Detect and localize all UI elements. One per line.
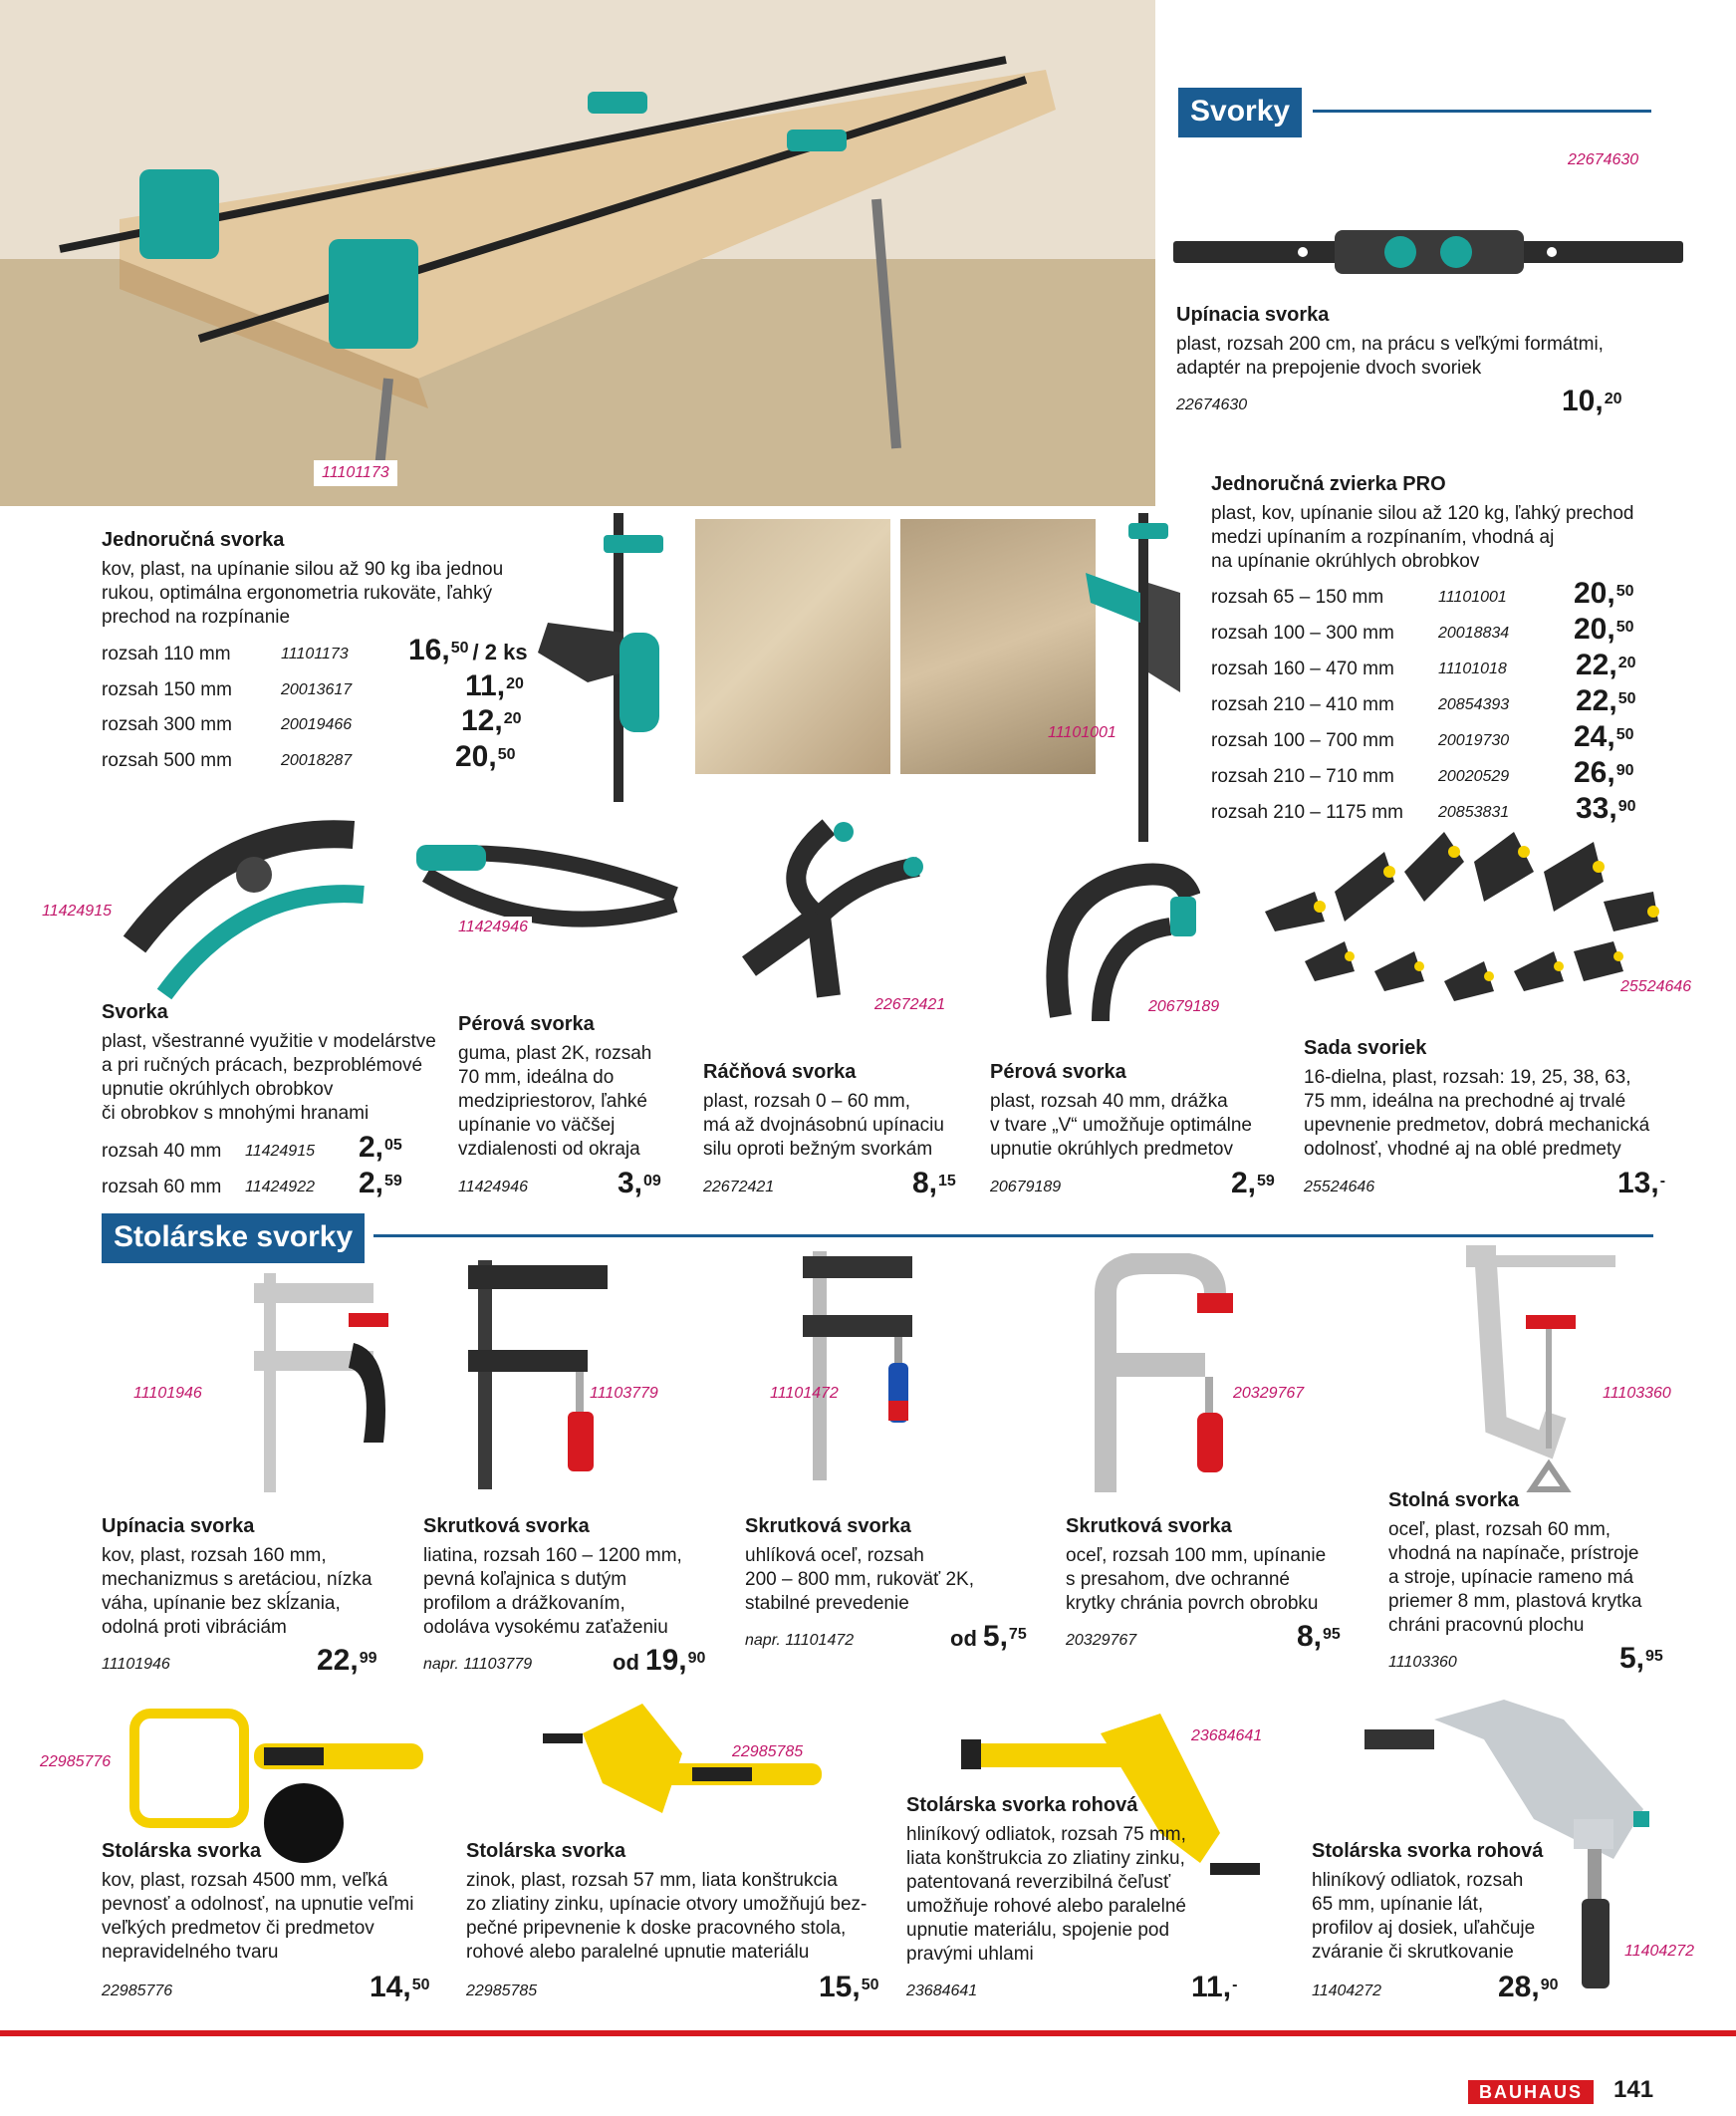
sku-pink: 22672421 <box>874 996 946 1013</box>
range-price: 11,20 <box>465 669 524 702</box>
product-sku: 23684641 <box>906 1983 978 1999</box>
product-title: Svorka <box>102 1001 168 1023</box>
product-desc-line: vhodná na napínače, prístroje <box>1388 1543 1639 1564</box>
range-label: rozsah 65 – 150 mm <box>1211 587 1384 608</box>
sku-pink: 11424915 <box>42 903 112 920</box>
sku-pink: 11424946 <box>454 917 532 938</box>
product-price: 15,50 <box>819 1971 879 2003</box>
range-label: rozsah 210 – 1175 mm <box>1211 802 1403 823</box>
product-sku: 11404272 <box>1312 1983 1381 1999</box>
product-desc-line: zinok, plast, rozsah 57 mm, liata konštrukcia <box>466 1870 838 1891</box>
product-desc-line: prechod na rozpínanie <box>102 607 291 628</box>
product-desc-line: upnutie okrúhlych predmetov <box>990 1139 1233 1160</box>
product-desc-line: v tvare „V“ umožňuje optimálne <box>990 1115 1252 1136</box>
range-price: 33,90 <box>1576 792 1636 825</box>
product-desc-line: upnutie okrúhlych obrobkov <box>102 1079 334 1100</box>
product-desc-line: a pri ručných prácach, bezproblémové <box>102 1055 423 1076</box>
product-title: Jednoručná zvierka PRO <box>1211 473 1446 495</box>
product-desc-line: silu oproti bežným svorkám <box>703 1139 933 1160</box>
product-desc-line: odoláva vysokému zaťaženiu <box>423 1617 668 1638</box>
range-sku: 11424922 <box>245 1179 315 1195</box>
product-desc-line: priemer 8 mm, plastová krytka <box>1388 1591 1642 1612</box>
product-desc-line: plast, všestranné využitie v modelárstve <box>102 1031 436 1052</box>
product-desc-line: upínanie vo väčšej <box>458 1115 616 1136</box>
product-price: od 19,90 <box>613 1644 706 1677</box>
product-desc-line: plast, kov, upínanie silou až 120 kg, ľahký prechod <box>1211 503 1634 524</box>
product-image-table-clamp <box>1466 1245 1615 1506</box>
range-sku: 20018287 <box>281 752 353 769</box>
product-sku: napr. 11101472 <box>745 1632 855 1649</box>
product-title: Upínacia svorka <box>102 1515 255 1537</box>
range-price: 12,20 <box>461 704 522 737</box>
product-desc-line: medzipriestorov, ľahké <box>458 1091 647 1112</box>
range-price: 26,90 <box>1574 756 1634 789</box>
range-sku: 20020529 <box>1438 768 1510 785</box>
product-title: Stolárska svorka rohová <box>906 1794 1138 1816</box>
product-desc-line: zváranie či skrutkovanie <box>1312 1942 1514 1963</box>
product-desc-line: liata konštrukcia zo zliatiny zinku, <box>906 1848 1185 1869</box>
product-title: Stolná svorka <box>1388 1489 1520 1511</box>
product-image-screw-clamp-steel <box>1086 1253 1235 1492</box>
range-price: 2,59 <box>359 1167 402 1199</box>
product-title: Stolárska svorka <box>102 1840 262 1862</box>
hero-photo <box>0 0 1155 506</box>
product-desc-line: upevnenie predmetov, dobrá mechanická <box>1304 1115 1650 1136</box>
range-label: rozsah 500 mm <box>102 750 232 771</box>
sku-pink: 11103779 <box>590 1385 658 1402</box>
product-price: 11,- <box>1191 1971 1238 2003</box>
sku-pink: 11101001 <box>1048 724 1116 741</box>
sku-pink: 11404272 <box>1624 1943 1694 1960</box>
product-price: 14,50 <box>370 1971 430 2003</box>
product-image-clamp-set <box>1245 832 1673 1031</box>
product-image-long-clamp <box>1173 227 1683 277</box>
product-price: 13,- <box>1617 1167 1666 1199</box>
product-sku: 22985785 <box>466 1983 538 1999</box>
product-desc-line: či obrobkov s mnohými hranami <box>102 1103 370 1124</box>
product-desc-line: 200 – 800 mm, rukoväť 2K, <box>745 1569 974 1590</box>
sku-pink: 20329767 <box>1233 1385 1305 1402</box>
range-sku: 20013617 <box>281 681 353 698</box>
product-image-corner-clamp-zinc <box>543 1694 832 1843</box>
product-sku: 20679189 <box>990 1179 1062 1195</box>
range-sku: 11101018 <box>1438 661 1507 677</box>
range-sku: 20018834 <box>1438 625 1510 642</box>
product-desc-line: plast, rozsah 200 cm, na prácu s veľkými formátmi, <box>1176 334 1604 355</box>
product-sku: 11103360 <box>1388 1654 1457 1671</box>
range-price: 2,05 <box>359 1131 402 1164</box>
product-image-ratchet-clamp <box>709 817 928 1006</box>
product-price: od 5,75 <box>950 1620 1027 1653</box>
range-sku: 11424915 <box>245 1143 315 1160</box>
range-sku: 20019730 <box>1438 732 1510 749</box>
product-desc-line: zo zliatiny zinku, upínacie otvory umožňujú bez- <box>466 1894 868 1915</box>
product-desc-line: oceľ, plast, rozsah 60 mm, <box>1388 1519 1612 1540</box>
product-title: Pérová svorka <box>990 1061 1126 1083</box>
product-image-spring-clamp <box>105 805 383 1004</box>
range-price: 22,20 <box>1576 649 1636 681</box>
product-desc-line: plast, rozsah 40 mm, drážka <box>990 1091 1228 1112</box>
section-stolarske-title: Stolárske svorky <box>102 1213 365 1263</box>
bauhaus-logo: BAUHAUS <box>1468 2080 1594 2104</box>
product-desc-line: mechanizmus s aretáciou, nízka <box>102 1569 372 1590</box>
product-sku: 20329767 <box>1066 1632 1137 1649</box>
range-price: 20,50 <box>1574 577 1634 610</box>
product-desc-line: veľkých predmetov či predmetov <box>102 1918 374 1939</box>
product-desc-line: hliníkový odliatok, rozsah 75 mm, <box>906 1824 1186 1845</box>
product-desc-line: plast, rozsah 0 – 60 mm, <box>703 1091 911 1112</box>
product-desc-line: odolnosť, vhodné aj na oblé predmety <box>1304 1139 1621 1160</box>
product-desc-line: váha, upínanie bez skĺzania, <box>102 1593 341 1614</box>
range-label: rozsah 210 – 410 mm <box>1211 694 1394 715</box>
product-title: Upínacia svorka <box>1176 304 1330 326</box>
product-price: 22,99 <box>317 1644 377 1677</box>
product-title: Pérová svorka <box>458 1013 595 1035</box>
product-desc-line: 75 mm, ideálna na prechodné aj trvalé <box>1304 1091 1626 1112</box>
sku-pink: 22674630 <box>1568 151 1639 168</box>
sku-pink: 23684641 <box>1191 1727 1263 1744</box>
product-desc-line: kov, plast, rozsah 4500 mm, veľká <box>102 1870 388 1891</box>
product-image-lever-clamp <box>254 1273 413 1492</box>
sku-pink: 25524646 <box>1620 978 1692 995</box>
product-desc-line: liatina, rozsah 160 – 1200 mm, <box>423 1545 682 1566</box>
product-price: 8,15 <box>912 1167 956 1199</box>
sku-pink: 11101946 <box>133 1385 202 1402</box>
section-svorky-rule <box>1313 110 1651 113</box>
page-number: 141 <box>1613 2076 1654 2103</box>
product-title: Skrutková svorka <box>1066 1515 1232 1537</box>
footer-red-rule <box>0 2030 1736 2036</box>
sku-pink: 22985785 <box>732 1743 804 1760</box>
range-label: rozsah 160 – 470 mm <box>1211 659 1394 679</box>
product-desc-line: adaptér na prepojenie dvoch svoriek <box>1176 358 1482 379</box>
product-title: Skrutková svorka <box>423 1515 590 1537</box>
range-label: rozsah 210 – 710 mm <box>1211 766 1394 787</box>
section-svorky-title: Svorky <box>1178 88 1302 137</box>
range-sku: 11101173 <box>281 646 349 662</box>
product-image-screw-clamp-carbon <box>803 1251 922 1480</box>
product-image-screw-clamp-cast <box>468 1260 608 1489</box>
range-label: rozsah 110 mm <box>102 644 231 664</box>
product-desc-line: nepravidelného tvaru <box>102 1942 279 1963</box>
range-price: 20,50 <box>1574 613 1634 646</box>
range-price: 24,50 <box>1574 720 1634 753</box>
product-desc-line: 70 mm, ideálna do <box>458 1067 615 1088</box>
product-desc-line: pevnosť a odolnosť, na upnutie veľmi <box>102 1894 414 1915</box>
product-desc-line: 16-dielna, plast, rozsah: 19, 25, 38, 63, <box>1304 1067 1631 1088</box>
range-price: 20,50 <box>455 740 516 773</box>
product-sku: napr. 11103779 <box>423 1656 533 1673</box>
product-sku: 11101946 <box>102 1656 170 1673</box>
product-price: 5,95 <box>1619 1642 1663 1675</box>
product-desc-line: profilov aj dosiek, uľahčuje <box>1312 1918 1536 1939</box>
sku-pink: 20679189 <box>1148 998 1220 1015</box>
product-title: Stolárska svorka <box>466 1840 626 1862</box>
product-desc-line: kov, plast, rozsah 160 mm, <box>102 1545 327 1566</box>
product-desc-line: má až dvojnásobnú upínaciu <box>703 1115 944 1136</box>
range-sku: 11101001 <box>1438 589 1507 606</box>
usage-photo-1 <box>695 519 890 774</box>
product-desc-line: a stroje, upínacie rameno má <box>1388 1567 1634 1588</box>
range-sku: 20854393 <box>1438 696 1510 713</box>
product-title: Skrutková svorka <box>745 1515 911 1537</box>
range-label: rozsah 40 mm <box>102 1141 222 1162</box>
product-sku: 22674630 <box>1176 397 1248 413</box>
product-price: 28,90 <box>1498 1971 1559 2003</box>
range-sku: 20019466 <box>281 716 353 733</box>
range-label: rozsah 100 – 700 mm <box>1211 730 1394 751</box>
product-desc-line: stabilné prevedenie <box>745 1593 909 1614</box>
product-sku: 22985776 <box>102 1983 173 1999</box>
product-desc-line: odolná proti vibráciám <box>102 1617 287 1638</box>
range-price: 22,50 <box>1576 684 1636 717</box>
product-price: 8,95 <box>1297 1620 1341 1653</box>
sku-pink: 11103360 <box>1603 1385 1671 1402</box>
product-desc-line: upnutie materiálu, spojenie pod <box>906 1920 1170 1941</box>
product-title: Jednoručná svorka <box>102 529 285 551</box>
product-title: Ráčňová svorka <box>703 1061 857 1083</box>
range-price: 16,50 / 2 ks <box>408 634 528 666</box>
product-desc-line: rukou, optimálna ergonometria rukoväte, ľahký <box>102 583 493 604</box>
product-desc-line: chráni pracovnú plochu <box>1388 1615 1585 1636</box>
product-image-one-hand-clamp <box>528 513 672 802</box>
product-desc-line: pečné pripevnenie k doske pracovného stola, <box>466 1918 847 1939</box>
product-desc-line: na upínanie okrúhlych obrobkov <box>1211 551 1480 572</box>
product-desc-line: guma, plast 2K, rozsah <box>458 1043 652 1064</box>
product-desc-line: oceľ, rozsah 100 mm, upínanie <box>1066 1545 1327 1566</box>
sku-pink: 22985776 <box>40 1753 112 1770</box>
product-price: 2,59 <box>1231 1167 1275 1199</box>
sku-pink: 11101472 <box>770 1385 839 1402</box>
product-desc-line: kov, plast, na upínanie silou až 90 kg iba jednou <box>102 559 504 580</box>
product-sku: 25524646 <box>1304 1179 1375 1195</box>
product-price: 10,20 <box>1562 385 1622 417</box>
product-title: Sada svoriek <box>1304 1037 1427 1059</box>
product-price: 3,09 <box>618 1167 661 1199</box>
product-title: Stolárska svorka rohová <box>1312 1840 1544 1862</box>
range-label: rozsah 60 mm <box>102 1177 222 1197</box>
product-desc-line: 65 mm, upínanie lát, <box>1312 1894 1484 1915</box>
product-desc-line: medzi upínaním a rozpínaním, vhodná aj <box>1211 527 1555 548</box>
product-desc-line: pevná koľajnica s dutým <box>423 1569 627 1590</box>
product-desc-line: profilom a drážkovaním, <box>423 1593 625 1614</box>
range-label: rozsah 300 mm <box>102 714 232 735</box>
section-stolarske-rule <box>373 1234 1653 1237</box>
product-sku: 11424946 <box>458 1179 528 1195</box>
product-desc-line: umožňuje rohové alebo paralelné <box>906 1896 1186 1917</box>
product-desc-line: rohové alebo paralelné upnutie materiálu <box>466 1942 810 1963</box>
range-sku: 20853831 <box>1438 804 1510 821</box>
product-desc-line: s presahom, dve ochranné <box>1066 1569 1290 1590</box>
product-desc-line: hliníkový odliatok, rozsah <box>1312 1870 1524 1891</box>
product-image-band-clamp <box>124 1694 433 1863</box>
product-desc-line: vzdialenosti od okraja <box>458 1139 640 1160</box>
product-desc-line: pravými uhlami <box>906 1944 1034 1965</box>
product-desc-line: uhlíková oceľ, rozsah <box>745 1545 924 1566</box>
product-desc-line: krytky chránia povrch obrobku <box>1066 1593 1319 1614</box>
range-label: rozsah 150 mm <box>102 679 232 700</box>
product-image-pro-clamp <box>1071 513 1205 842</box>
range-label: rozsah 100 – 300 mm <box>1211 623 1394 644</box>
product-sku: 22672421 <box>703 1179 775 1195</box>
product-desc-line: patentovaná reverzibilná čeľusť <box>906 1872 1171 1893</box>
hero-sku-tag: 11101173 <box>314 460 397 486</box>
